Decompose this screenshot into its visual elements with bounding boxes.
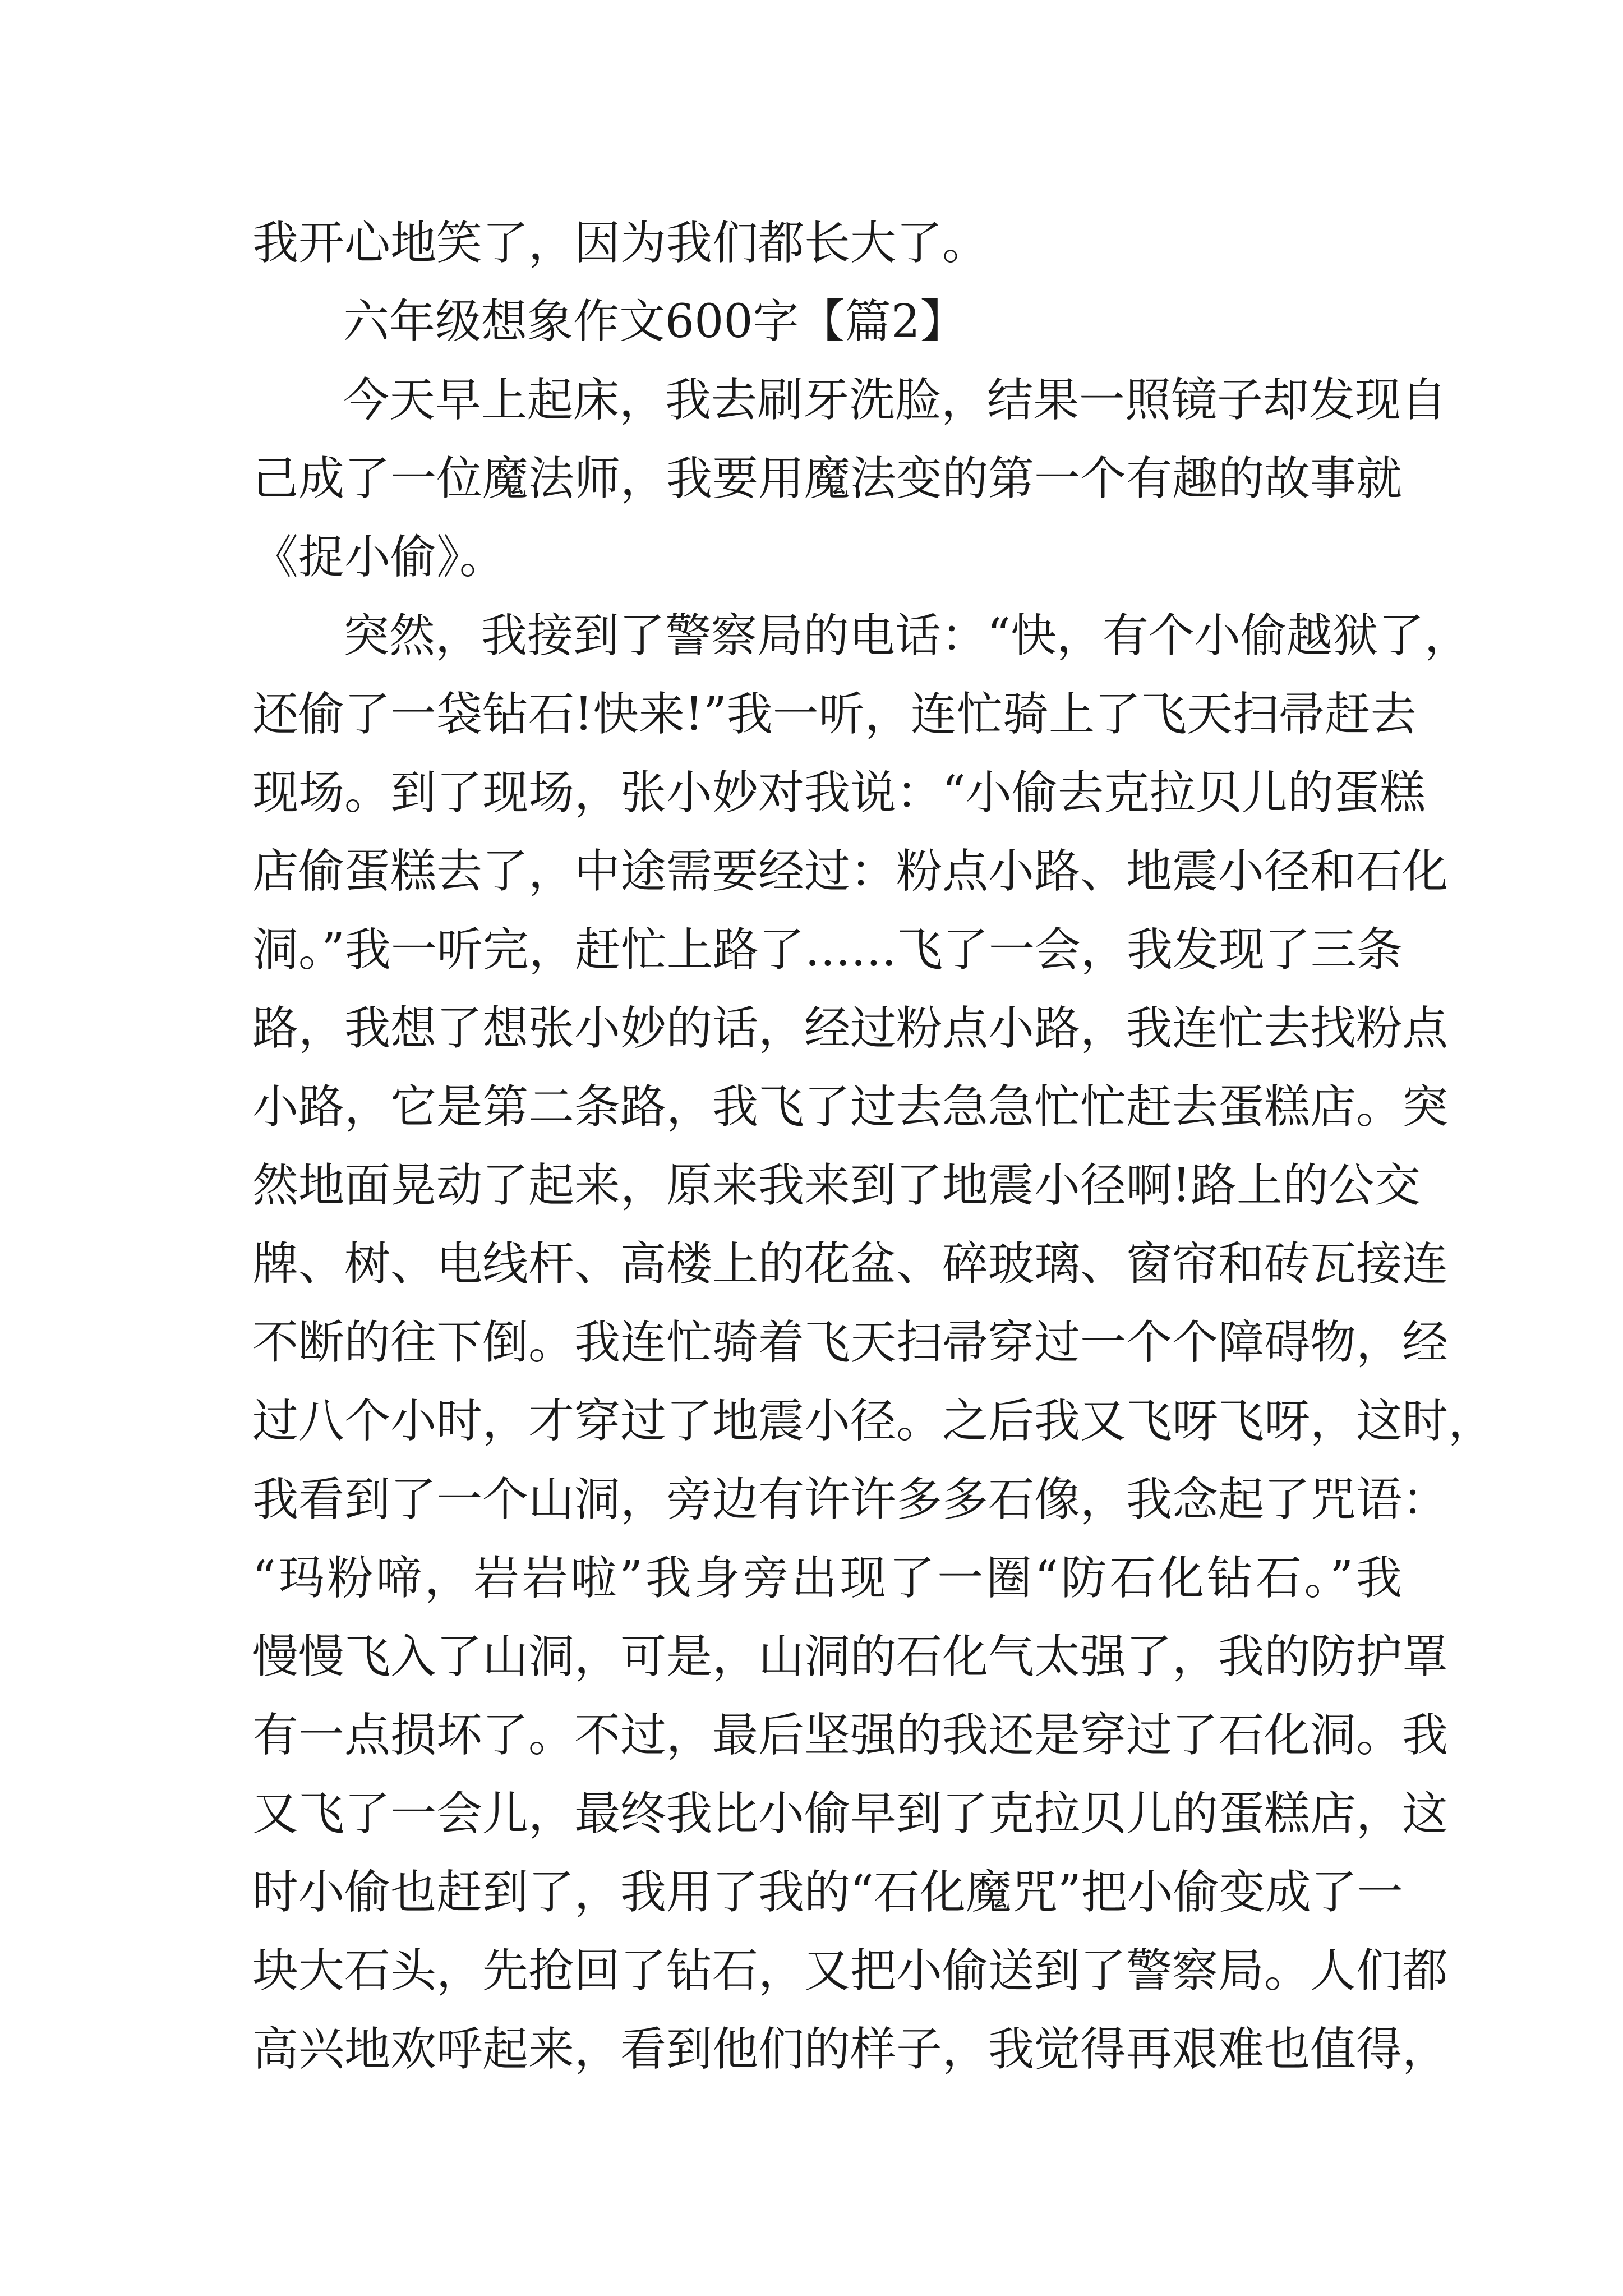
paragraph-2-line-10: 不断的往下倒。我连忙骑着飞天扫帚穿过一个个障碍物，经	[252, 1316, 1449, 1369]
paragraph-1-line-1: 今天早上起床，我去刷牙洗脸，结果一照镜子却发现自	[343, 374, 1447, 427]
paragraph-2-line-7: 小路，它是第二条路，我飞了过去急急忙忙赶去蛋糕店。突	[252, 1080, 1449, 1134]
section-heading: 六年级想象作文600字【篇2】	[343, 295, 966, 348]
text-line-intro-tail: 我开心地笑了，因为我们都长大了。	[252, 217, 989, 270]
paragraph-2-line-17: 时小偷也赶到了，我用了我的“石化魔咒”把小偷变成了一	[252, 1866, 1403, 1919]
paragraph-1-line-3: 《捉小偷》。	[252, 531, 506, 584]
paragraph-2-line-18: 块大石头，先抢回了钻石，又把小偷送到了警察局。人们都	[252, 1944, 1449, 1998]
paragraph-2-line-6: 路，我想了想张小妙的话，经过粉点小路，我连忙去找粉点	[252, 1002, 1449, 1055]
paragraph-2-line-11: 过八个小时，才穿过了地震小径。之后我又飞呀飞呀，这时，	[252, 1395, 1495, 1448]
paragraph-2-line-1: 突然，我接到了警察局的电话：“快，有个小偷越狱了，	[343, 609, 1470, 662]
paragraph-2-line-5: 洞。”我一听完，赶忙上路了……飞了一会，我发现了三条	[252, 923, 1403, 977]
paragraph-2-line-8: 然地面晃动了起来，原来我来到了地震小径啊!路上的公交	[252, 1159, 1421, 1212]
paragraph-2-line-2: 还偷了一袋钻石!快来!”我一听，连忙骑上了飞天扫帚赶去	[252, 688, 1417, 741]
paragraph-2-line-14: 慢慢飞入了山洞，可是，山洞的石化气太强了，我的防护罩	[252, 1630, 1449, 1683]
paragraph-2-line-9: 牌、树、电线杆、高楼上的花盆、碎玻璃、窗帘和砖瓦接连	[252, 1237, 1449, 1291]
paragraph-2-line-19: 高兴地欢呼起来，看到他们的样子，我觉得再艰难也值得，	[252, 2023, 1449, 2076]
paragraph-2-line-4: 店偷蛋糕去了，中途需要经过：粉点小路、地震小径和石化	[252, 845, 1449, 898]
paragraph-2-line-3: 现场。到了现场，张小妙对我说：“小偷去克拉贝儿的蛋糕	[252, 766, 1426, 820]
paragraph-2-line-15: 有一点损坏了。不过，最后坚强的我还是穿过了石化洞。我	[252, 1709, 1449, 1762]
paragraph-2-line-12: 我看到了一个山洞，旁边有许许多多石像，我念起了咒语：	[252, 1473, 1449, 1526]
paragraph-1-line-2: 己成了一位魔法师，我要用魔法变的第一个有趣的故事就	[252, 452, 1403, 505]
paragraph-2-line-16: 又飞了一会儿，最终我比小偷早到了克拉贝儿的蛋糕店，这	[252, 1787, 1449, 1841]
paragraph-2-line-13: “玛粉啼，岩岩啦”我身旁出现了一圈“防石化钻石。”我	[252, 1552, 1402, 1605]
